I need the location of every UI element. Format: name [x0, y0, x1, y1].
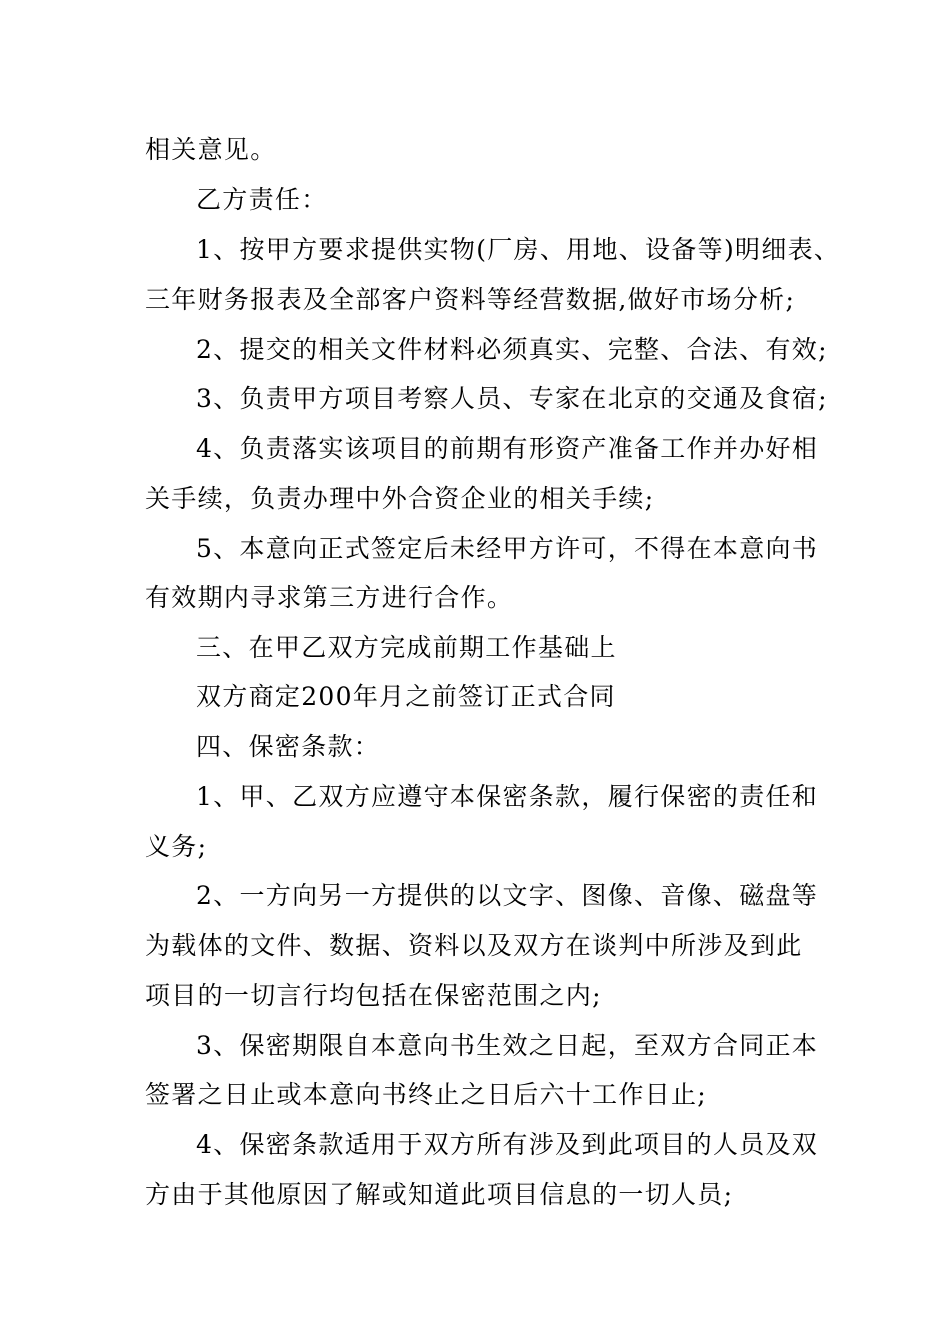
text-line: 2、一方向另一方提供的以文字、图像、音像、磁盘等 — [196, 881, 819, 910]
text-line: 项目的一切言行均包括在保密范围之内; — [145, 981, 602, 1010]
text-line: 5、本意向正式签定后未经甲方许可，不得在本意向书 — [196, 534, 819, 563]
text-line: 关手续，负责办理中外合资企业的相关手续; — [145, 484, 655, 513]
text-line: 双方商定200年月之前签订正式合同 — [196, 682, 616, 711]
text-line: 1、按甲方要求提供实物(厂房、用地、设备等)明细表、 — [196, 235, 841, 264]
section-heading: 四、保密条款： — [196, 732, 381, 761]
text-line: 2、提交的相关文件材料必须真实、完整、合法、有效; — [196, 335, 828, 364]
text-line: 3、保密期限自本意向书生效之日起，至双方合同正本 — [196, 1031, 819, 1060]
text-line: 方由于其他原因了解或知道此项目信息的一切人员; — [145, 1180, 734, 1209]
section-heading: 三、在甲乙双方完成前期工作基础上 — [196, 633, 617, 662]
text-line: 3、负责甲方项目考察人员、专家在北京的交通及食宿; — [196, 384, 828, 413]
text-line: 有效期内寻求第三方进行合作。 — [145, 583, 514, 612]
section-heading: 乙方责任： — [196, 185, 328, 214]
text-line: 为载体的文件、数据、资料以及双方在谈判中所涉及到此 — [145, 931, 803, 960]
text-line: 1、甲、乙双方应遵守本保密条款，履行保密的责任和 — [196, 782, 819, 811]
text-line: 三年财务报表及全部客户资料等经营数据,做好市场分析; — [145, 285, 796, 314]
text-line: 签署之日止或本意向书终止之日后六十工作日止; — [145, 1080, 708, 1109]
text-line: 义务; — [145, 832, 208, 861]
text-line: 4、负责落实该项目的前期有形资产准备工作并办好相 — [196, 434, 819, 463]
text-line: 4、保密条款适用于双方所有涉及到此项目的人员及双 — [196, 1130, 819, 1159]
text-line: 相关意见。 — [145, 135, 277, 164]
